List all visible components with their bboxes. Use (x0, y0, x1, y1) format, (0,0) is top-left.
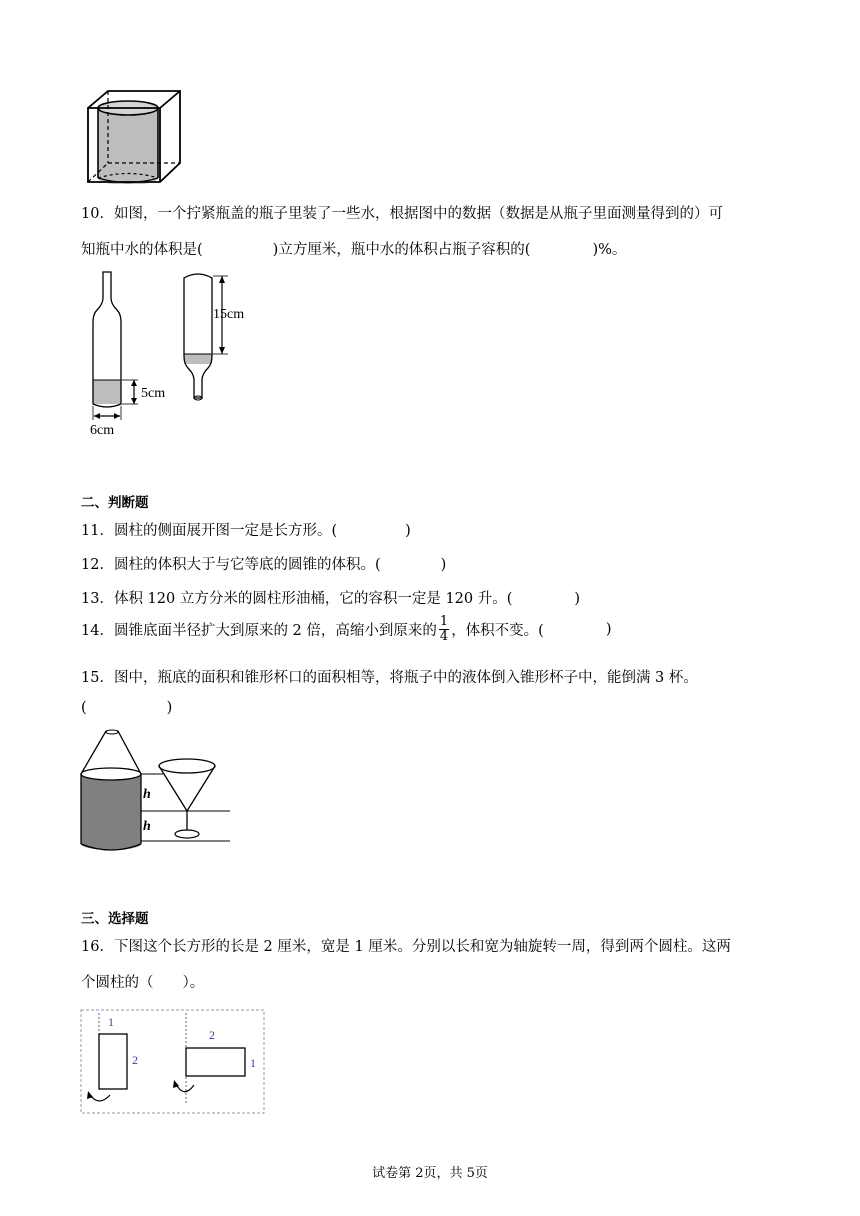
label-6cm: 6cm (90, 423, 115, 438)
q11-paren-close: ) (405, 523, 411, 539)
label-h-top: h (143, 787, 151, 802)
q12-text: 12．圆柱的体积大于与它等底的圆锥的体积。( (81, 557, 381, 573)
page-number-footer: 试卷第 2页，共 5页 (372, 1166, 488, 1181)
label-h-bottom: h (143, 819, 151, 834)
q14-text-a: 14．圆锥底面半径扩大到原来的 2 倍，高缩小到原来的 (81, 623, 437, 639)
label-width-1-right: 1 (250, 1056, 256, 1070)
q13-paren-close: ) (574, 591, 581, 607)
q10-text-line1: 10．如图，一个拧紧瓶盖的瓶子里装了一些水，根据图中的数据（数据是从瓶子里面测量得到的）可 (81, 206, 723, 222)
q15-paren-open: ( (81, 700, 87, 716)
q12-paren-close: ) (440, 557, 447, 573)
bottles-figure (82, 268, 262, 440)
q15-paren-close: ) (166, 700, 173, 716)
bottle-water-upright (93, 380, 121, 404)
label-5cm: 5cm (141, 386, 166, 401)
q13-text: 13．体积 120 立方分米的圆柱形油桶，它的容积一定是 120 升。( (81, 591, 513, 607)
label-length-2-right: 2 (209, 1028, 215, 1042)
q10-text-part2: )立方厘米，瓶中水的体积占瓶子容积的( (272, 242, 531, 258)
q15-text: 15．图中，瓶底的面积和锥形杯口的面积相等，将瓶子中的液体倒入锥形杯子中，能倒满 3 杯。 (81, 670, 698, 686)
q10-text-line2 (81, 238, 626, 259)
fraction-one-quarter (439, 615, 449, 644)
q14-paren-close: ) (605, 621, 612, 638)
bottle-water-inverted (184, 354, 212, 364)
cylinder-in-cube-figure (84, 88, 184, 184)
section-title-judgement: 二、判断题 (81, 495, 149, 511)
q13-line (81, 587, 580, 608)
q12-line (81, 553, 446, 574)
rectangle-rotation-figure (80, 1009, 266, 1115)
q10-text-part3: )%。 (592, 242, 627, 258)
q16-text-line1: 16．下图这个长方形的长是 2 厘米，宽是 1 厘米。分别以长和宽为轴旋转一周，得到两个圆柱。这两 (81, 939, 731, 955)
fraction-numerator: 1 (439, 614, 449, 629)
label-width-1-left: 1 (108, 1015, 114, 1029)
q15-answer-line (81, 700, 172, 716)
q14-text-b: ，体积不变。( (451, 623, 544, 639)
label-15cm: 15cm (213, 307, 245, 322)
label-length-2-left: 2 (132, 1053, 138, 1067)
fraction-denominator: 4 (439, 629, 449, 644)
q10-text-part1: 知瓶中水的体积是( (81, 242, 203, 258)
section-title-choice: 三、选择题 (81, 911, 149, 927)
bottle-and-cone-cup-figure (78, 728, 238, 852)
q16-text-line2: 个圆柱的（ ）。 (81, 975, 205, 991)
q11-line (81, 519, 411, 540)
q11-text: 11．圆柱的侧面展开图一定是长方形。( (81, 523, 338, 539)
q14-line (81, 615, 612, 644)
